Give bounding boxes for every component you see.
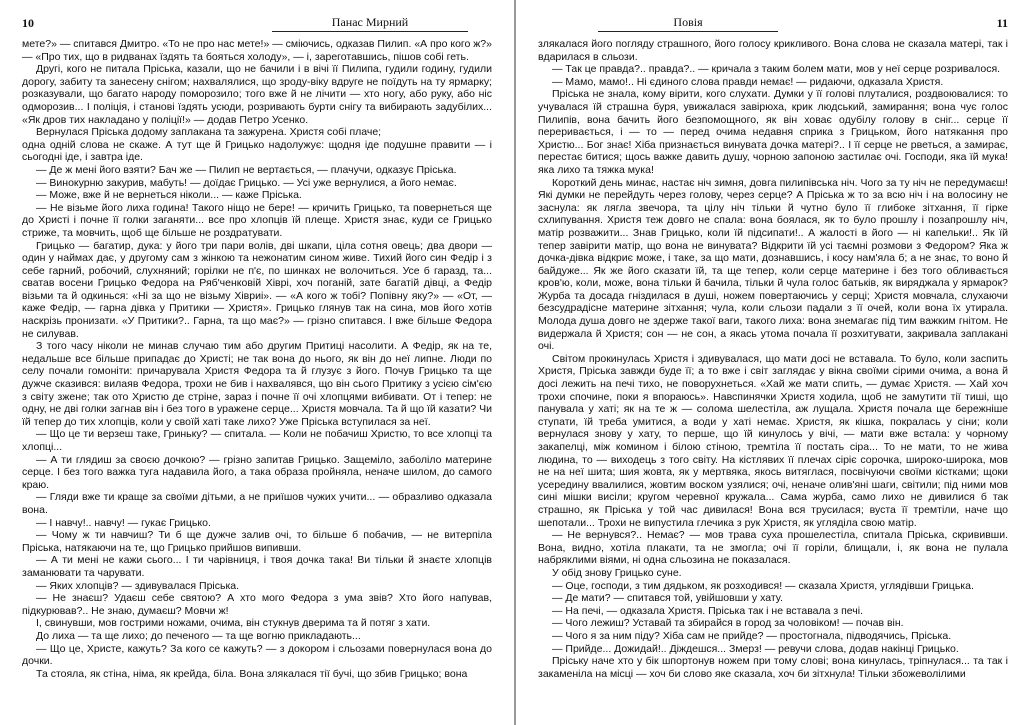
paragraph: Та стояла, як стіна, німа, як крейда, біла. Вона злякалася тії бучі, що збив Грицько; вона bbox=[36, 667, 468, 680]
paragraph: — Чого я за ним піду? Хіба сам не прийде? — простогнала, підводячись, Пріська. bbox=[552, 629, 952, 642]
paragraph: — Винокурню закурив, мабуть! — доїдає Грицько. — Усі уже вернулися, а його немає. bbox=[36, 176, 457, 189]
paragraph: — А ти глядиш за своєю дочкою? — грізно запитав Грицько. Защеміло, заболіло материне серце. І без того важка туга надавила його, а така образа пройняла, неначе шилом, до самого краю. bbox=[22, 453, 492, 491]
paragraph: мете?» — спитався Дмитро. «То не про нас мете!» — сміючись, одказав Пилип. «А про кого ж?» — «Про тих, що в ридванах їздять та бояться холоду», — і, зареготавшись, пішов собі геть. bbox=[22, 38, 492, 63]
right-page-text bbox=[538, 38, 1008, 680]
page-number: 11 bbox=[996, 16, 1008, 30]
paragraph: — Не візьме його лиха година! Такого ніщо не бере! — кричить Грицько, та повернеться ще до Христі і почне її голки заганяти... все про хлопців їй плеще. Христя знає, куди се Грицько стриже, та мовчить, щоб ще більше не роздратувати. bbox=[22, 201, 492, 239]
left-page-text bbox=[22, 38, 492, 680]
running-head-title: Повія bbox=[598, 15, 778, 32]
paragraph: злякалася його погляду страшного, його голосу крикливого. Вона слова не сказала матері, так і вдарилася в сльози. bbox=[538, 38, 1008, 63]
paragraph: Світом прокинулась Христя і здивувалася, що мати досі не вставала. То було, коли заспить Христя, Пріська завжди буде її; а то вже і світ заглядає у вікна своїми сірими очима, а вона й досі лежить на печі тихо, не поворухнеться. «Хай же мати спить, — думає Христя. — Хай хоч трохи спочине, поки я впораюсь». Навспинячки Христя ходила, щоб не замутити тії тиші, що панувала у хаті; як на те ж — солома шелестіла, аж лущала. Христя почала ще бережніше ступати, їй треба умитися, а води у хаті немає. Христя, як кішка, покралась у сіни; коли вернулася знову у хату, то перше, що їй кинулось у вічі, — мати вже встала: у чорному закапелці, між комином і білою стіною, тремтіла її постать сіра... То не мати, то не жива людина, то — виходець з того світу. На кістлявих її плечах сіріє сорочка, широко-широка, мов не на неї шита; шия жовта, як у мертвяка, якось витяглася, посвічуючи своїми кістками; щоки усередину ввалилися, жовтим воском узялися; очі, неначе олив'яні шаги, світили; під ними мов сині мішки висіли; кругом черевної кружала... Сама журба, само лихо не дивилися б так страшно, як Пріська у той час дивилася! Вона вся трусилася; вуста її тремтіли, наче що шепотали... Трохи не випустила глечика з рук Христя, як угляділа свою матір. bbox=[538, 352, 1008, 529]
right-page bbox=[516, 0, 1028, 725]
paragraph: — Гляди вже ти краще за своїми дітьми, а не приїшов чужих учити... — образливо одказала вона. bbox=[22, 491, 492, 516]
paragraph: — Може, вже й не вернеться ніколи... — каже Пріська. bbox=[36, 189, 302, 202]
paragraph: З того часу ніколи не минав случаю тим або другим Притиці насолити. А Федір, як на те, недальше все більше припадає до Христі; не так вона до нього, як він до неї липне. Люди по селу почали гомоніти: причарувала Христя Федора та й глузує з його. Почув Грицько та ще дужче сказився: вилаяв Федора, трохи не бив і нахвалявся, що він сього Притику з усією сім'єю з світу зжене; так ото Христю де стріне, зараз і почне її очі хлопцями вибивати. От і тепер: не одну, не дві голки загнав він і без того в уражене серце... Христя мовчала. Та й що їй казати? Чи їй тепер до тих хлопців, коли у своїй хаті таке лихо? Уже Пріська вступилася за неї. bbox=[22, 340, 492, 428]
paragraph: — Де мати? — спитався той, увійшовши у хату. bbox=[552, 592, 783, 605]
paragraph: Короткий день минає, настає ніч зимня, довга пилипівська ніч. Чого за ту ніч не передумаєш! Які думки не перейдуть через голову, через серце? А Пріська ж то за всю ніч і на волосину не заснула: як лягла звечора, та цілу ніч тільки й чутно було її глибоке зітхання, її гірке схлипування. Христя теж довго не спала: вона боялася, як то було прошлу і позапрошлу ніч, матір розважити... Знав Грицько, коли їй підсипати!.. А жалості в його — ні капельки!.. Як їй тепер завірити матір, що вона не винувата? Відкрити їй усі таємні розмови з Федором? Яка ж дочка-дівка відкриє може, і таке, за що мати, дознавшись, і косу нам'яла б; а не знає, то воно й байдуже... Як же його сказати їй, та ще тепер, коли серце материне і без того обливається кров'ю, коли, може, вона тільки й бачила, тільки й чула голос батьків, як виряджала у ярмарок? Журба та досада гніздилася в душі, ножем повертаючись у серці; Христя мовчала, слухаючи безсудрадісне материне зітхання; чула, коли сльози падали з її очей, коли вона їх утирала. Молода душа довго не здерже такої ваги, такого лиха: вона знемагає під тим важким гнітом. Не видержала й Христя; сон — не сон, а якась утома почала її розхитувати, закривала заплакані очі. bbox=[538, 176, 1008, 353]
paragraph: — Не вернувся?.. Немає? — мов трава суха прошелестіла, спитала Пріська, скрививши. Вона, видно, хотіла плакати, та не змогла; очі її горіли, блищали, і, як вона не пулала набряклими віями, ні одна сльозина не показалася. bbox=[538, 529, 1008, 567]
paragraph: — І навчу!.. навчу! — гукає Грицько. bbox=[36, 516, 211, 529]
paragraph: — На печі, — одказала Христя. Пріська так і не вставала з печі. bbox=[552, 604, 864, 617]
running-head-author: Панас Мирний bbox=[272, 15, 468, 32]
page-number: 10 bbox=[22, 16, 34, 30]
paragraph: — Мамо, мамо!.. Ні єдиного слова правди немає! — ридаючи, одказала Христя. bbox=[552, 75, 944, 88]
paragraph: — Так це правда?.. правда?.. — кричала з таким болем мати, мов у неї серце розривалося. bbox=[552, 63, 1001, 76]
paragraph: — Не знаєш? Удаєш себе святою? А хто мого Федора з ума звів? Хто його напував, підкурював?.. Не знаю, думаєш? Мовчи ж! bbox=[22, 592, 492, 617]
paragraph: У обід знову Грицько суне. bbox=[552, 566, 682, 579]
paragraph: — Що це ти верзеш таке, Гриньку? — спитала. — Коли не побачиш Христю, то все хлопці та хлопці... bbox=[22, 428, 492, 453]
paragraph: Пріська не знала, кому вірити, кого слухати. Думки у її голові плуталися, роздвоювалися: то учувалася їй страшна буря, увижалася завірюха, крик людський, замирання; вона чує голос Пилипів, вона бачить його безпомощного, як він ховає одубілу голову в сніг... серце її переривається, і — то — перед очима недавня сприка з Грицьком, його натякання про Христю... Бог знає! Хіба признається винувата дочка матері?.. І її серце не рветься, а замирає, перестає битися; щось важке давить душу, чорною запоною застилає очі. Господи, яка їй мука! яка лихо та тяжка мука! bbox=[538, 88, 1008, 176]
left-page-header bbox=[22, 14, 492, 32]
paragraph: Вернулася Пріська додому заплакана та зажурена. Христя собі плаче; bbox=[36, 126, 382, 139]
paragraph: Грицько — багатир, дука: у його три пари волів, дві шкапи, ціла сотня овець; два двори — один у наймах дає, у другому сам з жінкою та нежонатим сином живе. Тихий його син Федір і з себе гарний, робочий, слухняний; горілки не п'є, по шинках не волочиться. Усе б гаразд, та... сватав восени Грицько Федора на Ряб'ченковій Хіврі, хоч поганій, зате багатій дівці, а Федір візьми та й одкинься: «Ні за що не візьму Хівриі». — «А кого ж тобі? Попівну яку?» — «От, — каже Федір, — гарна дівка у Притики — Христя». Грицько глянув так на сина, мов його хотів наскрізь пронизати. «У Притики?.. Гарна, та що має?» — грізно спитався. І вже більше Федора не силував. bbox=[22, 239, 492, 340]
paragraph: До лиха — та ще лихо; до печеного — та ще вогню прикладають... bbox=[36, 629, 361, 642]
right-page-header bbox=[538, 14, 1008, 32]
paragraph: — Чого лежиш? Уставай та збирайся в город за чоловіком! — почав він. bbox=[552, 617, 904, 630]
paragraph: — Яких хлопців? — здивувалася Пріська. bbox=[36, 579, 240, 592]
paragraph: — Прийде... Дожидай!.. Діждешся... Змерз! — ревучи слова, додав накінці Грицько. bbox=[552, 642, 959, 655]
paragraph: — Оце, господи, з тим дядьком, як розходився! — сказала Христя, углядівши Грицька. bbox=[552, 579, 974, 592]
paragraph: одна одній слова не скаже. А тут ще й Грицько надолужує: щодня іде подушне правити — і сьогодні іде, і завтра іде. bbox=[22, 138, 492, 164]
paragraph: — Де ж мені його взяти? Бач же — Пилип не вертається, — плачучи, одказує Пріська. bbox=[36, 163, 457, 176]
paragraph: Другі, кого не питала Пріська, казали, що не бачили і в вічі її Пилипа, гудили годину, гудили дорогу, забиту та занесену снігом; нахвалялися, що зроду-віку вдруге не поїдуть на ту ярмарку; розказували, що багато народу поморозило; того вже й не лічити — хто ногу, або руку, або ніс одморозив... І поліція, і станові їздять усюди, розривають бурти снігу та вибирають задубілих... «Як дров тих накладано у поліції!» — додав Петро Усенко. bbox=[22, 63, 492, 126]
paragraph: — Що це, Христе, кажуть? За кого се кажуть? — з докором і сльозами повернулася вона до дочки. bbox=[22, 642, 492, 668]
paragraph: Пріську наче хто у бік шпортонув ножем при тому слові; вона кинулась, тріпнулася... та так і закаменіла на місці — хоч би слово яке сказала, хоч би зітхнула! Тільки збожеволілими bbox=[538, 655, 1008, 680]
paragraph: — А ти мені не кажи сього... І ти чарівниця, і твоя дочка така! Ви тільки й знаєте хлопців заманювати та чарувати. bbox=[22, 554, 492, 579]
paragraph: — Чому ж ти навчиш? Ти б ще дужче залив очі, то більше б побачив, — не витерпіла Пріська, натякаючи на те, що Грицько прийшов випивши. bbox=[22, 529, 492, 554]
paragraph: І, свинувши, мов гострими ножами, очима, він стукнув дверима та й потяг з хати. bbox=[36, 617, 431, 630]
